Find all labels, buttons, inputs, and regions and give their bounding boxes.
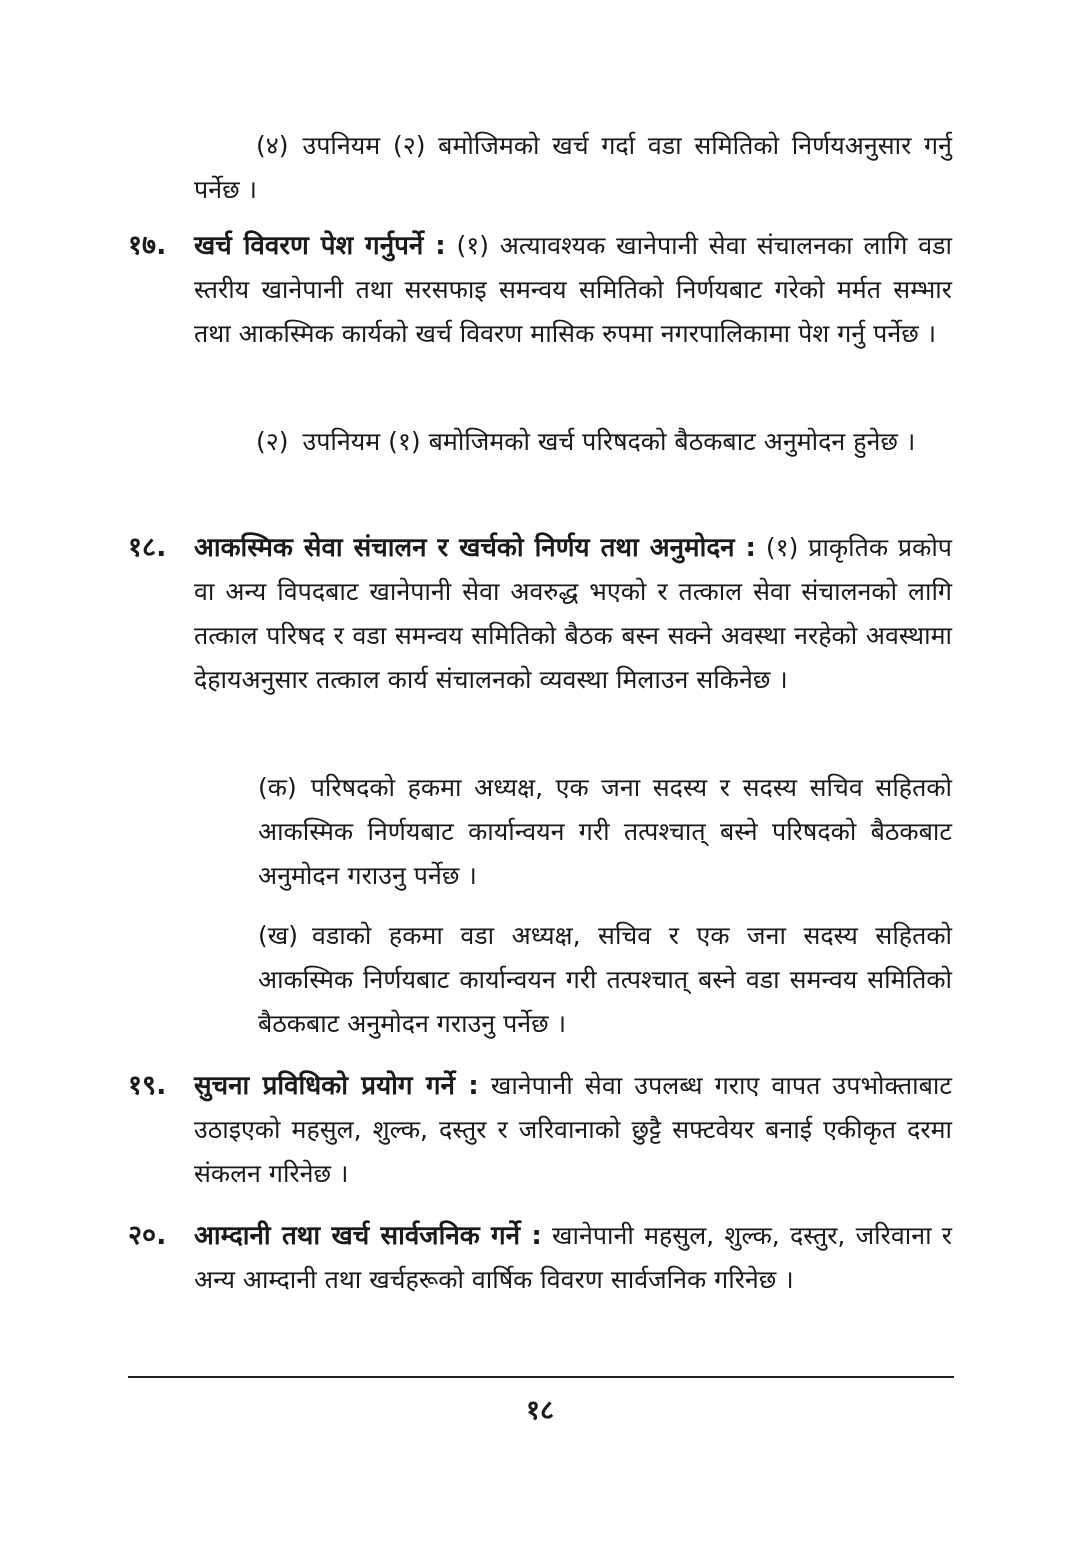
- section-19: [194, 1064, 952, 1196]
- subsection-text: उपनियम (१) बमोजिमको खर्च परिषदको बैठकबाट अनुमोदन हुनेछ ।: [302, 427, 916, 456]
- section-17-sub-2: [194, 420, 952, 464]
- section-18: [194, 526, 952, 702]
- section-17-number: १७.: [128, 230, 167, 261]
- section-20-title: आम्दानी तथा खर्च सार्वजनिक गर्ने :: [194, 1221, 542, 1251]
- section-19-text: खानेपानी सेवा उपलब्ध गराए वापत उपभोक्ताबाट उठाइएको महसुल, शुल्क, दस्तुर र जरिवानाको छुट्टै सफ्टवेयर बनाई एकीकृत दरमा संकलन गरिनेछ ।: [194, 1071, 952, 1188]
- subsection-16-4: [194, 124, 952, 212]
- section-18-item-kha: [258, 914, 952, 1046]
- section-17-text: (१) अत्यावश्यक खानेपानी सेवा संचालनका लागि वडा स्तरीय खानेपानी तथा सरसफाइ समन्वय समितिको निर्णयबाट गरेको मर्मत सम्भार तथा आकस्मिक कार्यको खर्च विवरण मासिक रुपमा नगरपालिकामा पेश गर्नु पर्नेछ ।: [194, 231, 952, 348]
- section-17: [194, 224, 952, 356]
- footer-divider: [128, 1376, 954, 1378]
- item-text: परिषदको हकमा अध्यक्ष, एक जना सदस्य र सदस्य सचिव सहितको आकस्मिक निर्णयबाट कार्यान्वयन गरी तत्पश्चात् बस्ने परिषदको बैठकबाट अनुमोदन गराउनु पर्नेछ ।: [258, 773, 952, 890]
- section-18-number: १८.: [128, 532, 167, 563]
- section-18-item-ka: [258, 766, 952, 898]
- item-text: वडाको हकमा वडा अध्यक्ष, सचिव र एक जना सदस्य सहितको आकस्मिक निर्णयबाट कार्यान्वयन गरी तत्पश्चात् बस्ने वडा समन्वय समितिको बैठकबाट अनुमोदन गराउनु पर्नेछ ।: [258, 921, 952, 1038]
- section-19-title: सुचना प्रविधिको प्रयोग गर्ने :: [194, 1071, 479, 1101]
- section-19-number: १९.: [128, 1070, 167, 1101]
- section-18-text: (१) प्राकृतिक प्रकोप वा अन्य विपदबाट खानेपानी सेवा अवरुद्ध भएको र तत्काल सेवा संचालनको लागि तत्काल परिषद र वडा समन्वय समितिको बैठक बस्न सक्ने अवस्था नरहेको अवस्थामा देहायअनुसार तत्काल कार्य संचालनको व्यवस्था मिलाउन सकिनेछ ।: [194, 533, 953, 694]
- section-20-number: २०.: [128, 1220, 167, 1251]
- subsection-text: उपनियम (२) बमोजिमको खर्च गर्दा वडा समितिको निर्णयअनुसार गर्नु पर्नेछ ।: [194, 131, 952, 204]
- section-20: [194, 1214, 952, 1302]
- subsection-marker: (२): [256, 427, 289, 456]
- page-number: १८: [525, 1395, 555, 1426]
- subsection-marker: (४): [256, 131, 289, 160]
- item-marker: (क): [258, 773, 297, 802]
- section-17-title: खर्च विवरण पेश गर्नुपर्ने :: [194, 231, 446, 261]
- section-20-text: खानेपानी महसुल, शुल्क, दस्तुर, जरिवाना र अन्य आम्दानी तथा खर्चहरूको वार्षिक विवरण सार्वजनिक गरिनेछ ।: [194, 1221, 952, 1294]
- item-marker: (ख): [258, 921, 298, 950]
- section-18-title: आकस्मिक सेवा संचालन र खर्चको निर्णय तथा अनुमोदन :: [194, 533, 756, 563]
